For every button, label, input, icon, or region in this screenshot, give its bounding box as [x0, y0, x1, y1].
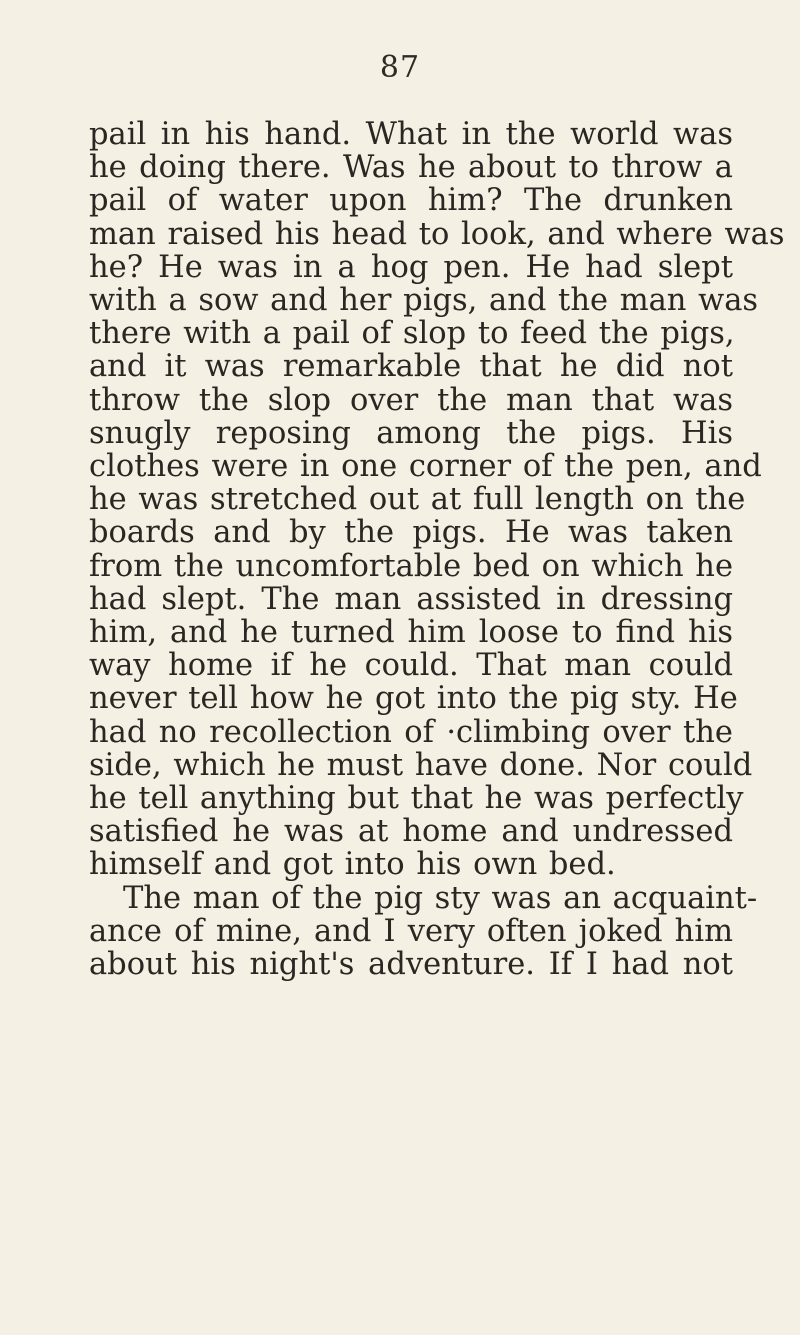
text-line: had no recollection of ·climbing over the [89, 714, 733, 750]
text-line: himself and got into his own bed. [89, 847, 616, 883]
text-line: he was stretched out at full length on the [89, 482, 746, 518]
text-line: had slept. The man assisted in dressing [89, 581, 733, 617]
text-line: about his night's adventure. If I had not [89, 947, 733, 983]
text-line: side, which he must have done. Nor could [89, 747, 753, 783]
text-line: man raised his head to look, and where was [89, 216, 785, 252]
text-line: he doing there. Was he about to throw a [89, 150, 733, 186]
text-line: he tell anything but that he was perfectly [89, 781, 744, 817]
text-line: throw the slop over the man that was [89, 382, 733, 418]
text-line: and it was remarkable that he did not [89, 349, 733, 385]
text-line: ance of mine, and I very often joked him [89, 913, 733, 949]
text-line: from the uncomfortable bed on which he [89, 548, 733, 584]
text-line: never tell how he got into the pig sty. He [89, 681, 738, 717]
text-line: pail in his hand. What in the world was [89, 117, 733, 152]
text-line: snugly reposing among the pigs. His [89, 415, 733, 451]
text-line: him, and he turned him loose to find his [89, 615, 733, 651]
text-line: pail of water upon him? The drunken [89, 183, 733, 219]
text-line: there with a pail of slop to feed the pigs, [89, 316, 735, 352]
text-line: clothes were in one corner of the pen, and [89, 449, 762, 485]
body-text [89, 117, 785, 983]
text-line: The man of the pig sty was an acquaint- [123, 880, 758, 916]
text-line: boards and by the pigs. He was taken [89, 515, 733, 551]
text-line: satisfied he was at home and undressed [89, 814, 733, 850]
page-number: 87 [379, 50, 421, 85]
text-line: he? He was in a hog pen. He had slept [89, 249, 733, 285]
text-line: way home if he could. That man could [89, 648, 733, 684]
text-line: with a sow and her pigs, and the man was [89, 283, 759, 319]
